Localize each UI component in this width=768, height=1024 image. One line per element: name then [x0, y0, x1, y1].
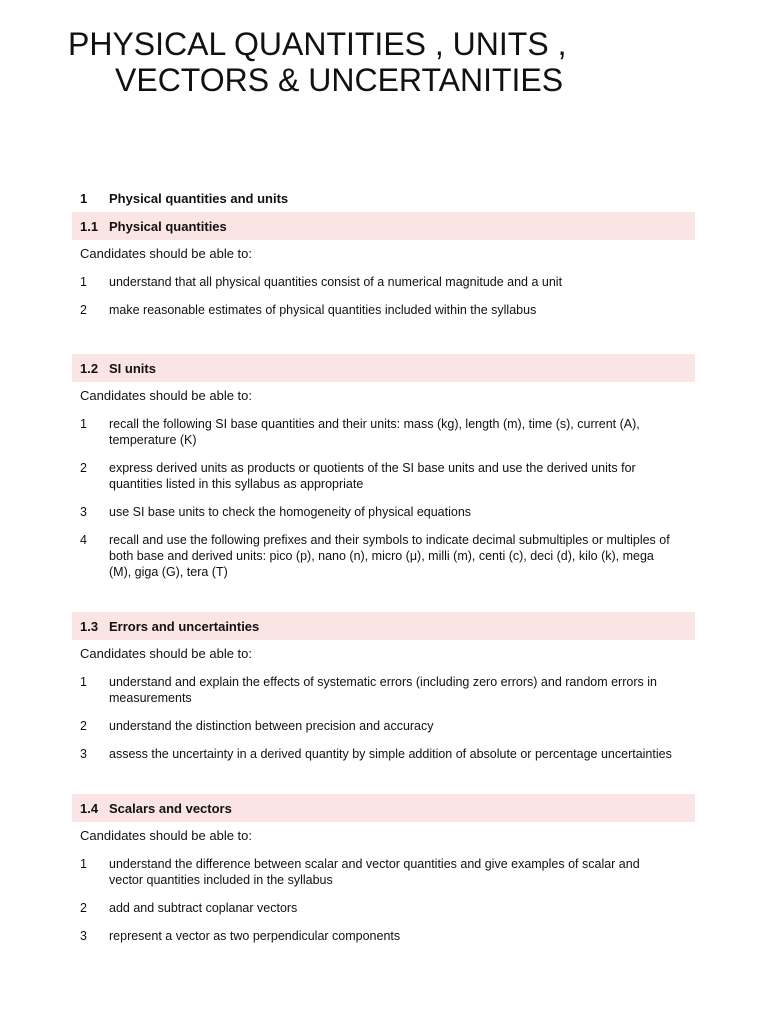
chapter-heading	[72, 184, 695, 212]
list-item	[72, 740, 695, 768]
section-number: 1.1	[80, 218, 99, 234]
list-item	[72, 850, 695, 894]
section-heading	[72, 794, 695, 822]
item-number: 3	[80, 505, 87, 519]
item-number: 1	[80, 417, 87, 431]
item-text: add and subtract coplanar vectors	[109, 901, 298, 915]
item-number: 4	[80, 533, 87, 547]
section-number: 1.3	[80, 618, 99, 634]
item-text: understand the difference between scalar and vector quantities and give examples of scalar and vector quantities included in the syllabus	[109, 857, 640, 887]
item-number: 2	[80, 461, 87, 475]
syllabus-content	[72, 184, 695, 976]
list-item	[72, 410, 695, 454]
section-intro: Candidates should be able to:	[80, 246, 253, 261]
item-text: express derived units as products or quotients of the SI base units and use the derived units for quantities listed in this syllabus as appropriate	[109, 461, 636, 491]
item-text: represent a vector as two perpendicular components	[109, 929, 401, 943]
section-1-1	[72, 212, 695, 324]
title-line-2: VECTORS & UNCERTANITIES	[115, 62, 564, 98]
chapter-number: 1	[80, 190, 88, 206]
item-text: recall the following SI base quantities and their units: mass (kg), length (m), time (s), current (A), temperature (K)	[109, 417, 640, 447]
section-1-2	[72, 354, 695, 586]
list-item	[72, 894, 695, 922]
item-text: understand the distinction between precision and accuracy	[109, 719, 434, 733]
list-item	[72, 268, 695, 296]
section-number: 1.2	[80, 360, 99, 376]
item-number: 1	[80, 275, 87, 289]
item-text: use SI base units to check the homogeneity of physical equations	[109, 505, 472, 519]
list-item	[72, 454, 695, 498]
section-label: Scalars and vectors	[109, 800, 232, 816]
item-number: 3	[80, 747, 87, 761]
item-number: 1	[80, 857, 87, 871]
section-1-3	[72, 612, 695, 768]
list-item	[72, 526, 695, 586]
title-line-1: PHYSICAL QUANTITIES , UNITS ,	[68, 26, 567, 62]
item-text: recall and use the following prefixes and their symbols to indicate decimal submultiples or multiples of both base and derived units: pico (p), nano (n), micro (μ), milli (m), centi (c), deci (d), kilo (k), mega (M), giga (G), tera (T)	[109, 533, 670, 579]
page-title	[68, 26, 748, 98]
item-text: understand that all physical quantities consist of a numerical magnitude and a unit	[109, 275, 563, 289]
section-heading	[72, 212, 695, 240]
list-item	[72, 296, 695, 324]
section-intro: Candidates should be able to:	[80, 388, 253, 403]
chapter-label: Physical quantities and units	[109, 190, 289, 206]
list-item	[72, 498, 695, 526]
list-item	[72, 668, 695, 712]
item-text: assess the uncertainty in a derived quantity by simple addition of absolute or percentage uncertainties	[109, 747, 672, 761]
list-item	[72, 922, 695, 950]
item-number: 2	[80, 303, 87, 317]
item-number: 2	[80, 901, 87, 915]
item-number: 2	[80, 719, 87, 733]
section-intro: Candidates should be able to:	[80, 646, 253, 661]
section-label: Physical quantities	[109, 218, 227, 234]
item-number: 3	[80, 929, 87, 943]
section-label: SI units	[109, 360, 156, 376]
section-number: 1.4	[80, 800, 99, 816]
section-label: Errors and uncertainties	[109, 618, 260, 634]
item-number: 1	[80, 675, 87, 689]
section-heading	[72, 354, 695, 382]
section-1-4	[72, 794, 695, 950]
section-intro: Candidates should be able to:	[80, 828, 253, 843]
item-text: understand and explain the effects of systematic errors (including zero errors) and random errors in measurements	[109, 675, 657, 705]
list-item	[72, 712, 695, 740]
item-text: make reasonable estimates of physical quantities included within the syllabus	[109, 303, 537, 317]
section-heading	[72, 612, 695, 640]
